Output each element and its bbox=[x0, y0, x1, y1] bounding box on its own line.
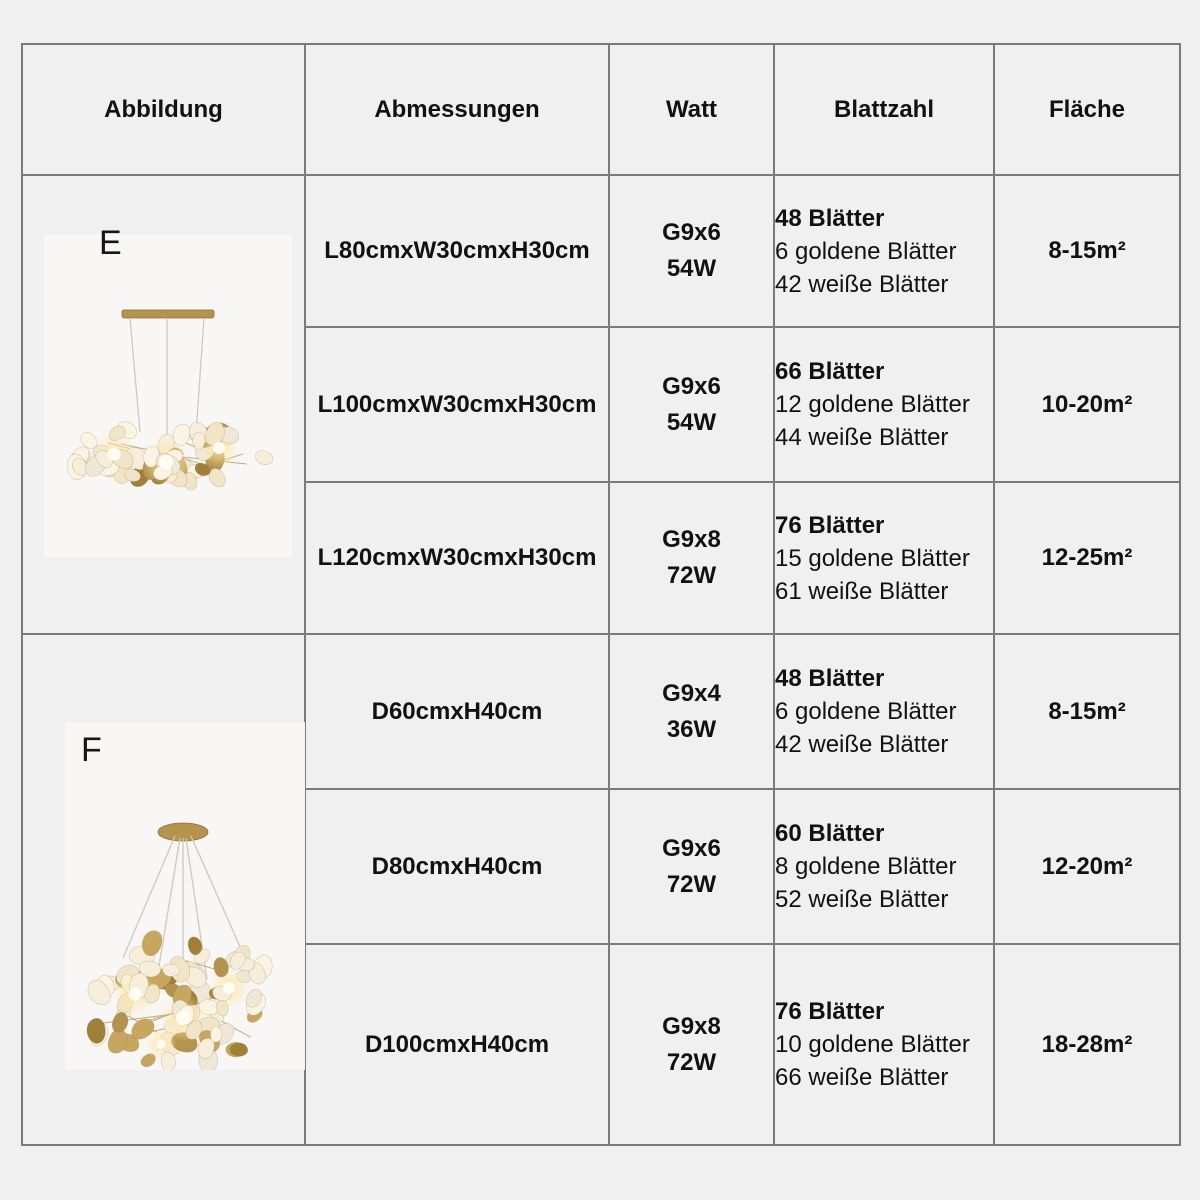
watt-socket: G9x8 bbox=[662, 526, 721, 553]
leaf-total: 48 Blätter bbox=[775, 204, 885, 232]
column-header-abbildung: Abbildung bbox=[22, 44, 305, 175]
product-photo-f bbox=[65, 722, 305, 1070]
dimensions-value: D80cmxH40cm bbox=[305, 789, 609, 944]
dimensions-value: L120cmxW30cmxH30cm bbox=[305, 482, 609, 634]
leaf-count-value bbox=[774, 944, 994, 1145]
leaf-gold: 15 goldene Blätter bbox=[775, 544, 970, 572]
area-value: 18-28m² bbox=[994, 944, 1180, 1145]
round-ginkgo-chandelier-illustration bbox=[65, 722, 305, 1070]
leaf-white: 42 weiße Blätter bbox=[775, 270, 949, 298]
product-spec-table bbox=[21, 43, 1181, 1146]
leaf-total: 66 Blätter bbox=[775, 358, 885, 385]
product-image-cell-f bbox=[22, 634, 305, 1145]
leaf-white: 42 weiße Blätter bbox=[775, 731, 949, 758]
watt-value bbox=[609, 944, 774, 1145]
watt-power: 72W bbox=[666, 562, 717, 589]
watt-value bbox=[609, 175, 774, 327]
header-row bbox=[22, 44, 1180, 175]
column-header-flaeche: Fläche bbox=[994, 44, 1180, 175]
column-header-blattzahl: Blattzahl bbox=[774, 44, 994, 175]
leaf-total: 76 Blätter bbox=[775, 511, 885, 539]
leaf-total: 48 Blätter bbox=[775, 665, 885, 692]
leaf-count-value bbox=[774, 789, 994, 944]
area-value: 10-20m² bbox=[994, 327, 1180, 482]
leaf-gold: 12 goldene Blätter bbox=[775, 391, 970, 418]
leaf-white: 61 weiße Blätter bbox=[775, 577, 949, 605]
watt-socket: G9x6 bbox=[662, 372, 721, 400]
watt-power: 72W bbox=[666, 870, 717, 898]
dimensions-value: L100cmxW30cmxH30cm bbox=[305, 327, 609, 482]
watt-power: 54W bbox=[666, 408, 717, 436]
product-photo-e bbox=[44, 234, 292, 557]
watt-value bbox=[609, 634, 774, 789]
product-label-e: E bbox=[99, 224, 122, 262]
watt-socket: G9x6 bbox=[662, 219, 721, 246]
leaf-count-value bbox=[774, 634, 994, 789]
product-image-cell-e bbox=[22, 175, 305, 634]
leaf-gold: 6 goldene Blätter bbox=[775, 237, 957, 265]
leaf-total: 76 Blätter bbox=[775, 998, 885, 1025]
watt-power: 36W bbox=[666, 715, 717, 743]
leaf-gold: 10 goldene Blätter bbox=[775, 1031, 970, 1058]
spec-row-f-1 bbox=[22, 634, 1180, 789]
dimensions-value: L80cmxW30cmxH30cm bbox=[305, 175, 609, 327]
watt-socket: G9x4 bbox=[662, 679, 721, 707]
watt-socket: G9x6 bbox=[662, 834, 721, 862]
leaf-count-value bbox=[774, 482, 994, 634]
leaf-gold: 6 goldene Blätter bbox=[775, 698, 957, 725]
leaf-gold: 8 goldene Blätter bbox=[775, 853, 957, 880]
leaf-count-value bbox=[774, 327, 994, 482]
leaf-white: 52 weiße Blätter bbox=[775, 886, 949, 913]
column-header-abmessungen: Abmessungen bbox=[305, 44, 609, 175]
area-value: 12-25m² bbox=[994, 482, 1180, 634]
watt-value bbox=[609, 789, 774, 944]
watt-power: 72W bbox=[666, 1048, 717, 1076]
area-value: 8-15m² bbox=[994, 175, 1180, 327]
watt-value bbox=[609, 482, 774, 634]
watt-socket: G9x8 bbox=[662, 1012, 721, 1040]
dimensions-value: D60cmxH40cm bbox=[305, 634, 609, 789]
column-header-watt: Watt bbox=[609, 44, 774, 175]
watt-value bbox=[609, 327, 774, 482]
spec-row-e-1 bbox=[22, 175, 1180, 327]
linear-ginkgo-chandelier-illustration bbox=[44, 234, 292, 557]
leaf-white: 66 weiße Blätter bbox=[775, 1064, 949, 1091]
leaf-white: 44 weiße Blätter bbox=[775, 424, 949, 451]
area-value: 12-20m² bbox=[994, 789, 1180, 944]
area-value: 8-15m² bbox=[994, 634, 1180, 789]
dimensions-value: D100cmxH40cm bbox=[305, 944, 609, 1145]
leaf-count-value bbox=[774, 175, 994, 327]
leaf-total: 60 Blätter bbox=[775, 820, 885, 847]
product-label-f: F bbox=[81, 731, 102, 769]
watt-power: 54W bbox=[666, 255, 717, 282]
